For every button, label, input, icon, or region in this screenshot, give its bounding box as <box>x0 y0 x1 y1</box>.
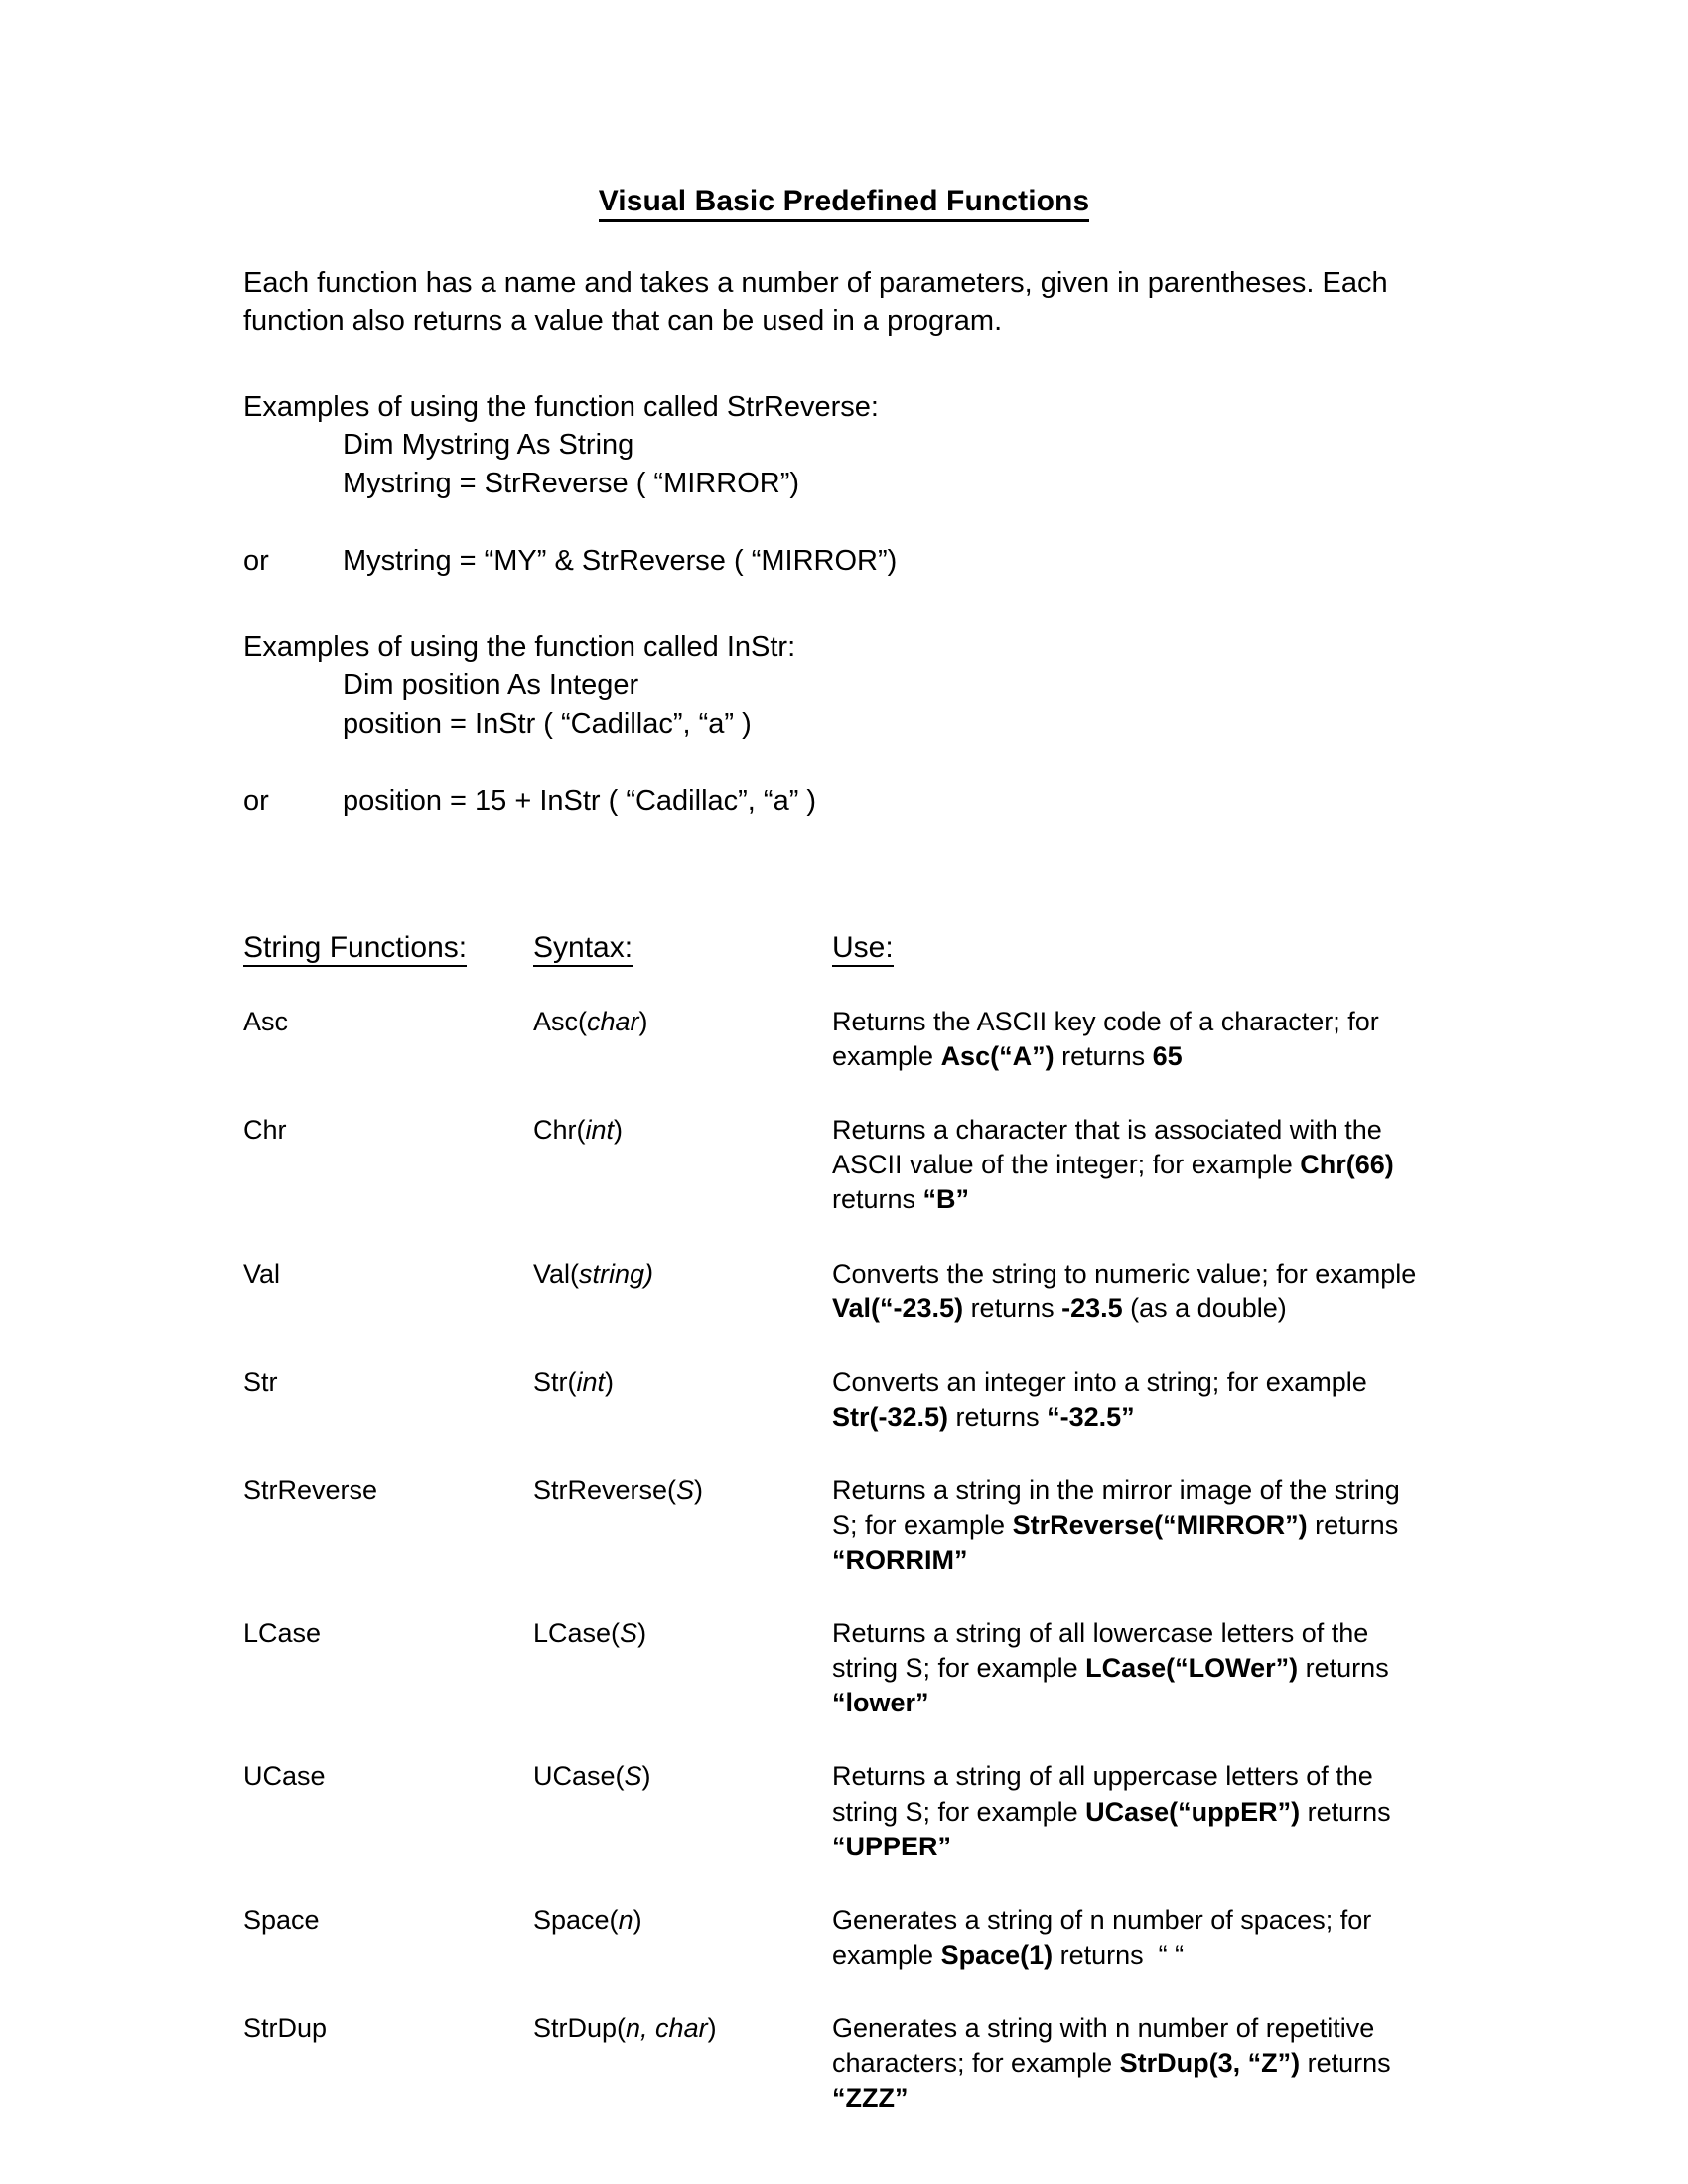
table-header-row <box>243 928 1450 967</box>
spacer <box>243 341 1450 388</box>
spacer <box>243 581 1450 628</box>
cell-function-name: Space <box>243 1904 320 1935</box>
table-row <box>243 1473 1450 1577</box>
table-row <box>243 1759 1450 1863</box>
page-title-text: Visual Basic Predefined Functions <box>599 185 1090 222</box>
table-row <box>243 2011 1450 2116</box>
spacer <box>243 743 1450 782</box>
table-row <box>243 1257 1450 1326</box>
document-body <box>0 264 1688 821</box>
table-row <box>243 1616 1450 1720</box>
cell-function-name: LCase <box>243 1618 322 1649</box>
cell-syntax: Str(int) <box>533 1366 615 1397</box>
cell-use: Returns the ASCII key code of a character; for example Asc(“A”) returns 65 <box>832 1007 1379 1072</box>
cell-syntax: Asc(char) <box>533 1007 648 1037</box>
page-title <box>0 0 1688 216</box>
cell-syntax: StrDup(n, char) <box>533 2012 717 2043</box>
cell-syntax: Space(n) <box>533 1904 642 1935</box>
cell-syntax: UCase(S) <box>533 1761 651 1792</box>
table-body <box>243 1005 1450 2116</box>
cell-syntax: LCase(S) <box>533 1618 647 1649</box>
cell-syntax: Val(string) <box>533 1258 654 1289</box>
example-alternative <box>243 542 1450 581</box>
example-code-line: Mystring = “MY” & StrReverse ( “MIRROR”) <box>343 545 898 578</box>
column-header-function-text: String Functions: <box>243 931 467 967</box>
example-heading: Examples of using the function called StrReverse: <box>243 390 879 423</box>
spacer <box>0 216 1688 264</box>
cell-use: Converts an integer into a string; for example Str(-32.5) returns “-32.5” <box>832 1366 1367 1432</box>
column-header-function <box>243 928 533 967</box>
example-heading: Examples of using the function called InStr: <box>243 630 796 663</box>
cell-function-name: Chr <box>243 1115 287 1146</box>
example-code-line: Mystring = StrReverse ( “MIRROR”) <box>343 467 800 499</box>
cell-use: Returns a string in the mirror image of the string S; for example StrReverse(“MIRROR”) returns “RORRIM” <box>832 1474 1400 1575</box>
spacer <box>243 502 1450 542</box>
cell-function-name: StrReverse <box>243 1474 378 1505</box>
table-row <box>243 1113 1450 1217</box>
cell-use: Returns a character that is associated with the ASCII value of the integer; for example Chr(66) returns “B” <box>832 1115 1394 1215</box>
table-row <box>243 1005 1450 1074</box>
example-block-instr <box>243 628 1450 821</box>
table-row <box>243 1903 1450 1973</box>
cell-function-name: Val <box>243 1258 281 1289</box>
cell-use: Generates a string with n number of repetitive characters; for example StrDup(3, “Z”) returns “ZZZ” <box>832 2012 1391 2114</box>
column-header-syntax <box>533 928 832 967</box>
example-code-line: position = 15 + InStr ( “Cadillac”, “a” ) <box>343 785 817 818</box>
or-label: or <box>243 545 269 578</box>
example-code-line: Dim position As Integer <box>343 669 639 702</box>
cell-use: Returns a string of all lowercase letters of the string S; for example LCase(“LOWer”) returns “lower” <box>832 1618 1389 1718</box>
cell-function-name: UCase <box>243 1761 326 1792</box>
example-code-line: position = InStr ( “Cadillac”, “a” ) <box>343 707 752 740</box>
column-header-syntax-text: Syntax: <box>533 931 633 967</box>
cell-function-name: Asc <box>243 1007 289 1037</box>
example-alternative <box>243 782 1450 821</box>
cell-use: Converts the string to numeric value; for example Val(“-23.5) returns -23.5 (as a double) <box>832 1258 1417 1323</box>
cell-use: Returns a string of all uppercase letters of the string S; for example UCase(“uppER”) returns “UPPER” <box>832 1761 1391 1861</box>
cell-syntax: StrReverse(S) <box>533 1474 704 1505</box>
intro-paragraph: Each function has a name and takes a number of parameters, given in parentheses. Each function also returns a value that can be used in a program. <box>243 267 1388 338</box>
column-header-use <box>832 928 1428 967</box>
cell-function-name: StrDup <box>243 2012 328 2043</box>
string-functions-table <box>0 928 1688 2116</box>
cell-syntax: Chr(int) <box>533 1115 624 1146</box>
cell-use: Generates a string of n number of spaces; for example Space(1) returns “ “ <box>832 1904 1372 1970</box>
cell-function-name: Str <box>243 1366 278 1397</box>
example-block-strreverse <box>243 388 1450 581</box>
table-row <box>243 1365 1450 1434</box>
column-header-use-text: Use: <box>832 931 894 967</box>
example-code-line: Dim Mystring As String <box>343 429 634 462</box>
or-label: or <box>243 785 269 818</box>
